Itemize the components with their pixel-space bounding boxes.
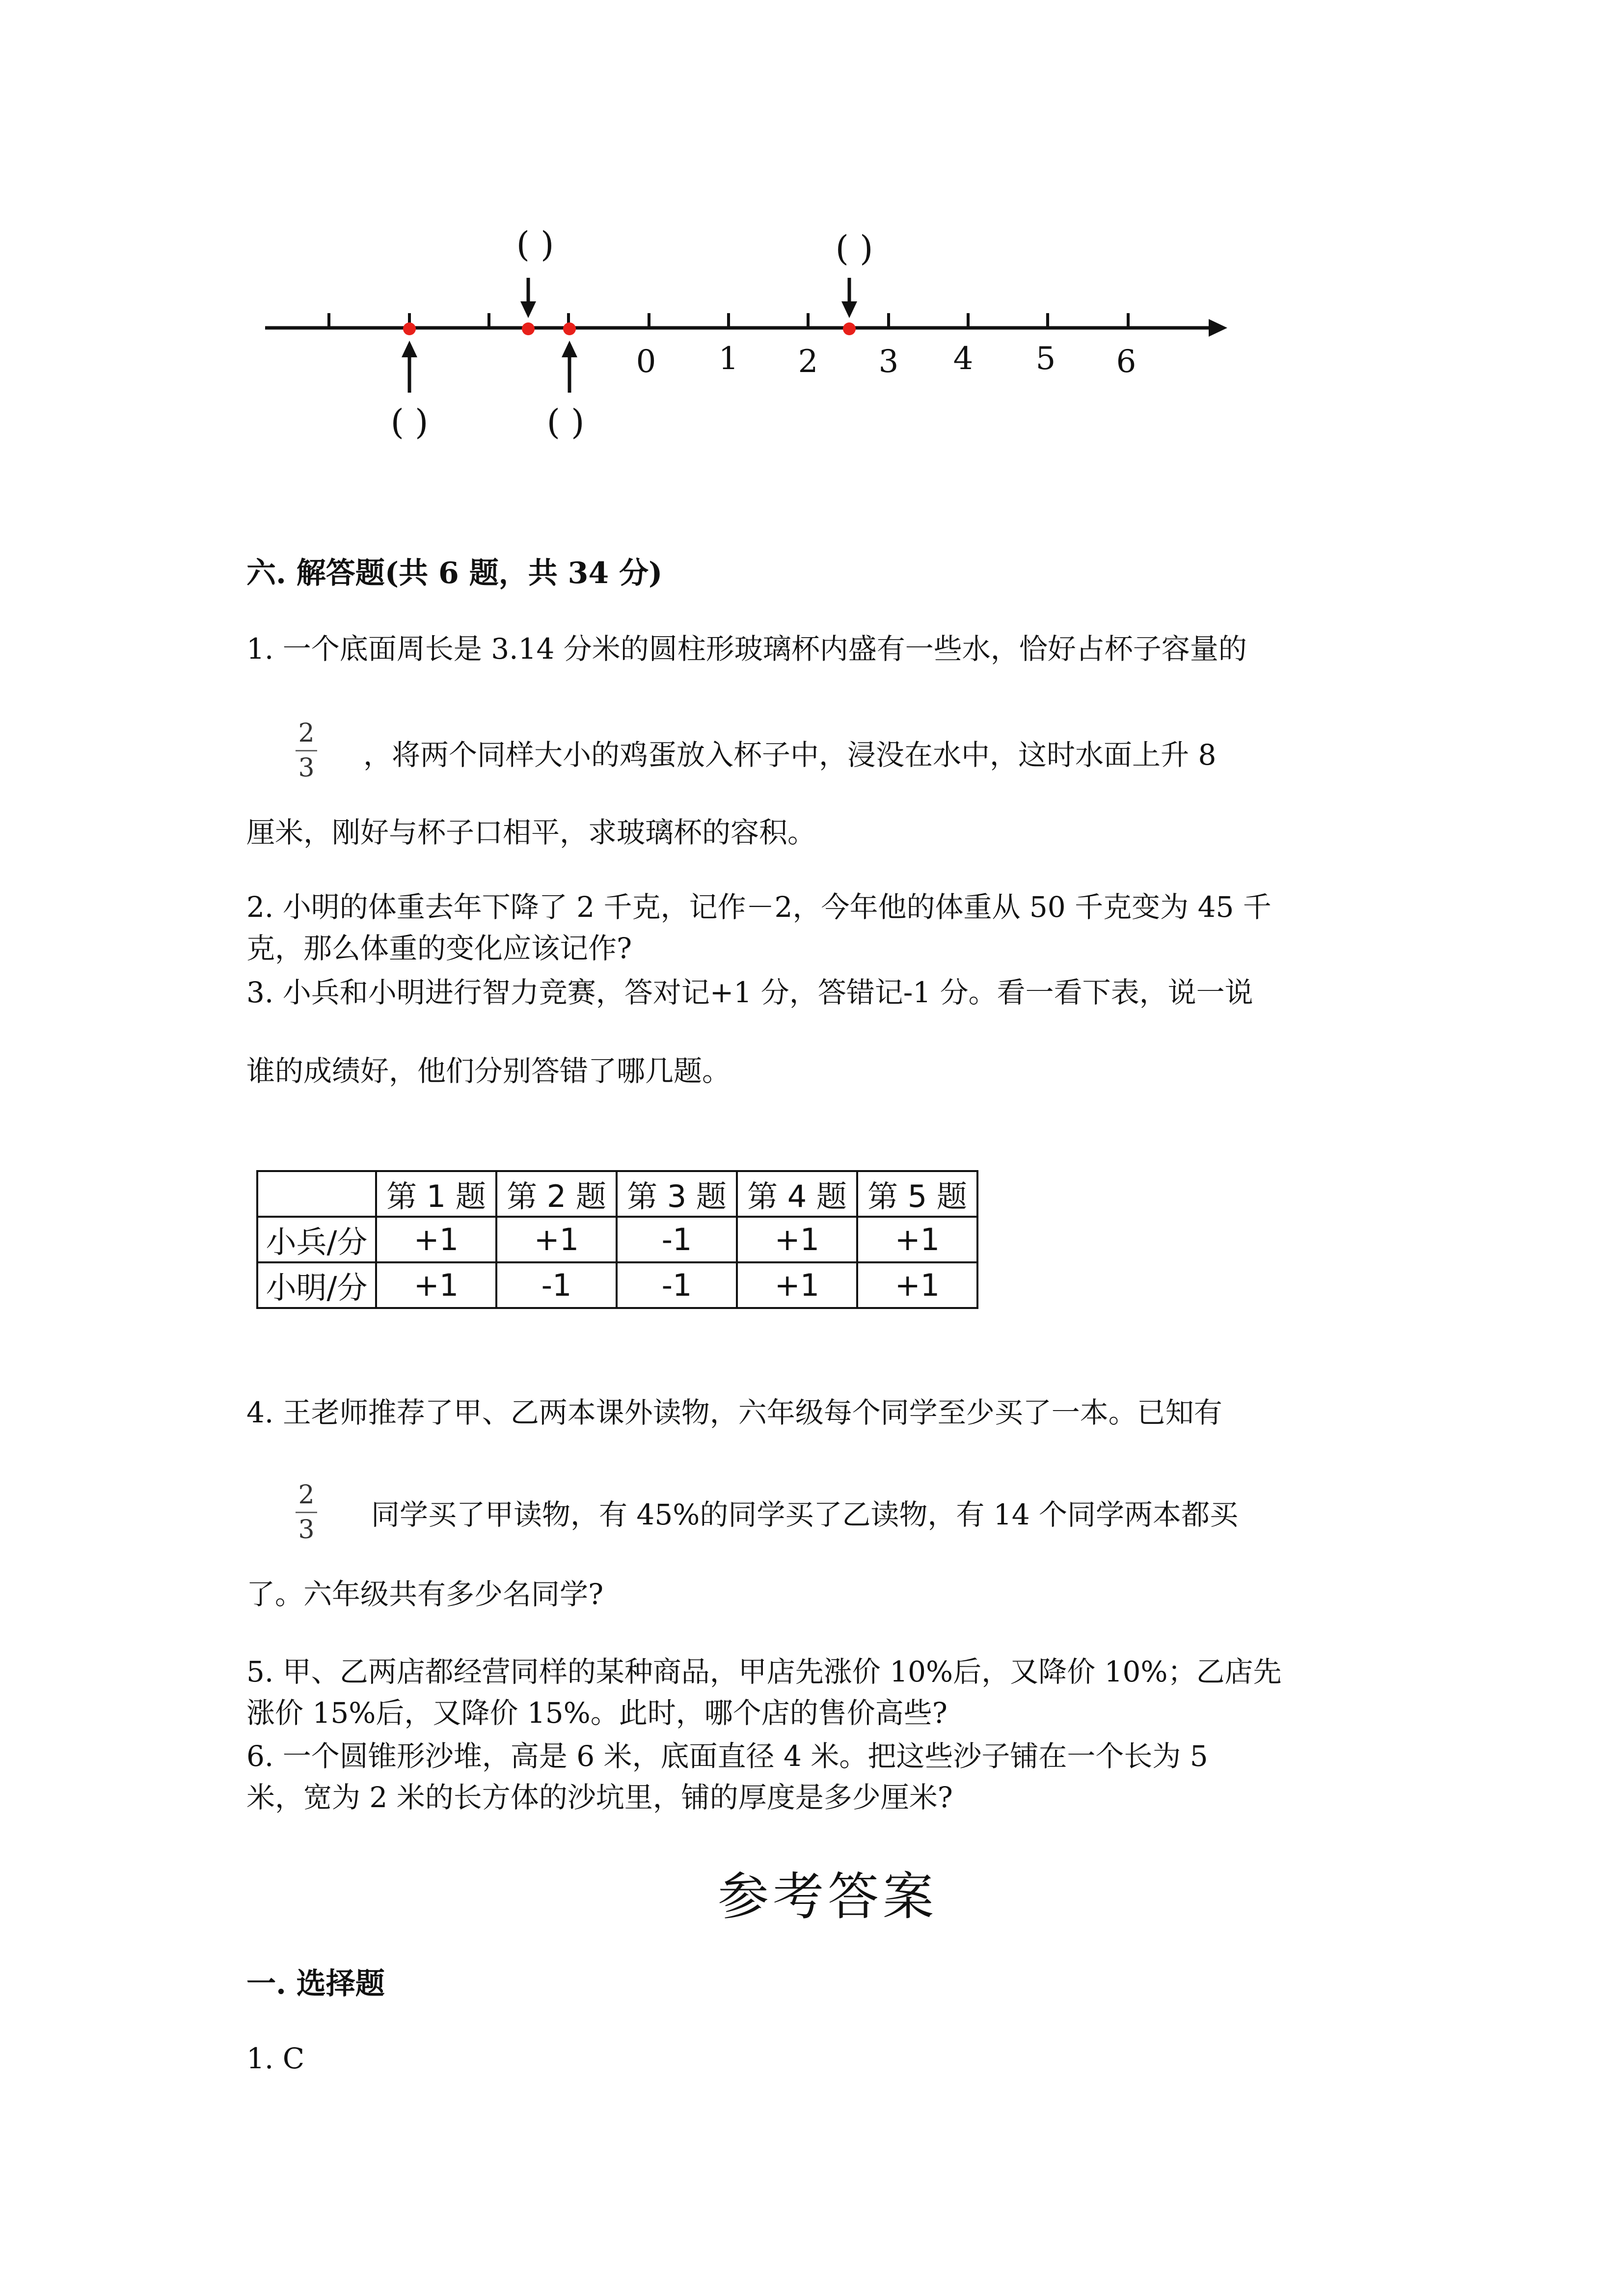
- table-header-cell: 第 4 题: [737, 1171, 857, 1217]
- table-cell: -1: [496, 1262, 617, 1308]
- q5-line2: 涨价 15%后，又降价 15%。此时，哪个店的售价高些?: [246, 1696, 947, 1730]
- answers-title: 参考答案: [718, 1867, 938, 1926]
- table-header-cell: 第 1 题: [376, 1171, 496, 1217]
- blank-bottom-left: ( ): [390, 402, 429, 442]
- table-cell: +1: [496, 1217, 617, 1262]
- tick-label-6: 6: [1116, 344, 1137, 380]
- tick-marks: [329, 313, 1128, 328]
- number-line-figure: [0, 0, 1624, 471]
- point-b: [522, 322, 535, 335]
- q1-line1: 1. 一个底面周长是 3.14 分米的圆柱形玻璃杯内盛有一些水，恰好占杯子容量的: [246, 632, 1247, 666]
- answers-section-1-heading: 一. 选择题: [246, 1967, 385, 2001]
- score-table: [256, 1170, 978, 1309]
- tick-label-3: 3: [878, 344, 899, 380]
- q3-line1: 3. 小兵和小明进行智力竞赛，答对记+1 分，答错记-1 分。看一看下表，说一说: [246, 976, 1253, 1009]
- table-cell: +1: [737, 1262, 857, 1308]
- q4-line2: 同学买了甲读物，有 45%的同学买了乙读物，有 14 个同学两本都买: [371, 1498, 1239, 1531]
- table-row: [257, 1262, 977, 1308]
- axis-arrowhead: [1209, 319, 1227, 337]
- table-cell: +1: [737, 1217, 857, 1262]
- q6-line1: 6. 一个圆锥形沙堆，高是 6 米，底面直径 4 米。把这些沙子铺在一个长为 5: [246, 1739, 1208, 1773]
- q4-fraction: [292, 1481, 321, 1544]
- answer-item-1: 1. C: [246, 2042, 305, 2075]
- table-header-row: [257, 1171, 977, 1217]
- blank-top-right: ( ): [835, 228, 873, 268]
- table-row: [257, 1217, 977, 1262]
- q4-fraction-denominator: 3: [298, 1515, 315, 1545]
- blank-top-left: ( ): [516, 224, 554, 265]
- q1-fraction: [292, 720, 321, 782]
- q3-line2: 谁的成绩好，他们分别答错了哪几题。: [246, 1054, 731, 1088]
- table-header-cell: 第 2 题: [496, 1171, 617, 1217]
- q2-line1: 2. 小明的体重去年下降了 2 千克，记作－2，今年他的体重从 50 千克变为 45 千: [246, 890, 1272, 924]
- tick-label-0: 0: [636, 344, 656, 380]
- tick-label-2: 2: [798, 344, 818, 380]
- fraction-bar: [296, 1512, 317, 1513]
- q1-fraction-numerator: 2: [298, 719, 315, 748]
- table-cell: -1: [617, 1217, 737, 1262]
- table-cell: +1: [857, 1262, 977, 1308]
- table-cell: -1: [617, 1262, 737, 1308]
- fraction-bar: [296, 750, 317, 751]
- point-a: [403, 322, 416, 335]
- q4-fraction-numerator: 2: [298, 1480, 315, 1510]
- point-d: [843, 322, 856, 335]
- table-cell: +1: [376, 1262, 496, 1308]
- q2-line2: 克，那么体重的变化应该记作?: [246, 932, 632, 965]
- point-c: [563, 322, 576, 335]
- q4-line1: 4. 王老师推荐了甲、乙两本课外读物，六年级每个同学至少买了一本。已知有: [246, 1396, 1222, 1429]
- q5-line1: 5. 甲、乙两店都经营同样的某种商品，甲店先涨价 10%后，又降价 10%；乙店先: [246, 1655, 1282, 1688]
- table-row-label: 小明/分: [257, 1262, 376, 1308]
- q1-line3: 厘米，刚好与杯子口相平，求玻璃杯的容积。: [246, 816, 816, 849]
- q1-line2: ，将两个同样大小的鸡蛋放入杯子中，浸没在水中，这时水面上升 8: [363, 738, 1217, 772]
- q4-line3: 了。六年级共有多少名同学?: [246, 1577, 604, 1611]
- table-header-cell: 第 5 题: [857, 1171, 977, 1217]
- table-header-cell: [257, 1171, 376, 1217]
- table-cell: +1: [376, 1217, 496, 1262]
- blank-bottom-right: ( ): [546, 402, 585, 442]
- table-row-label: 小兵/分: [257, 1217, 376, 1262]
- tick-label-4: 4: [953, 341, 974, 377]
- q6-line2: 米，宽为 2 米的长方体的沙坑里，铺的厚度是多少厘米?: [246, 1781, 953, 1814]
- table-cell: +1: [857, 1217, 977, 1262]
- q1-fraction-denominator: 3: [298, 753, 315, 783]
- tick-label-5: 5: [1035, 341, 1056, 377]
- section-6-heading: 六. 解答题(共 6 题，共 34 分): [246, 556, 663, 590]
- table-header-cell: 第 3 题: [617, 1171, 737, 1217]
- tick-label-1: 1: [718, 341, 739, 377]
